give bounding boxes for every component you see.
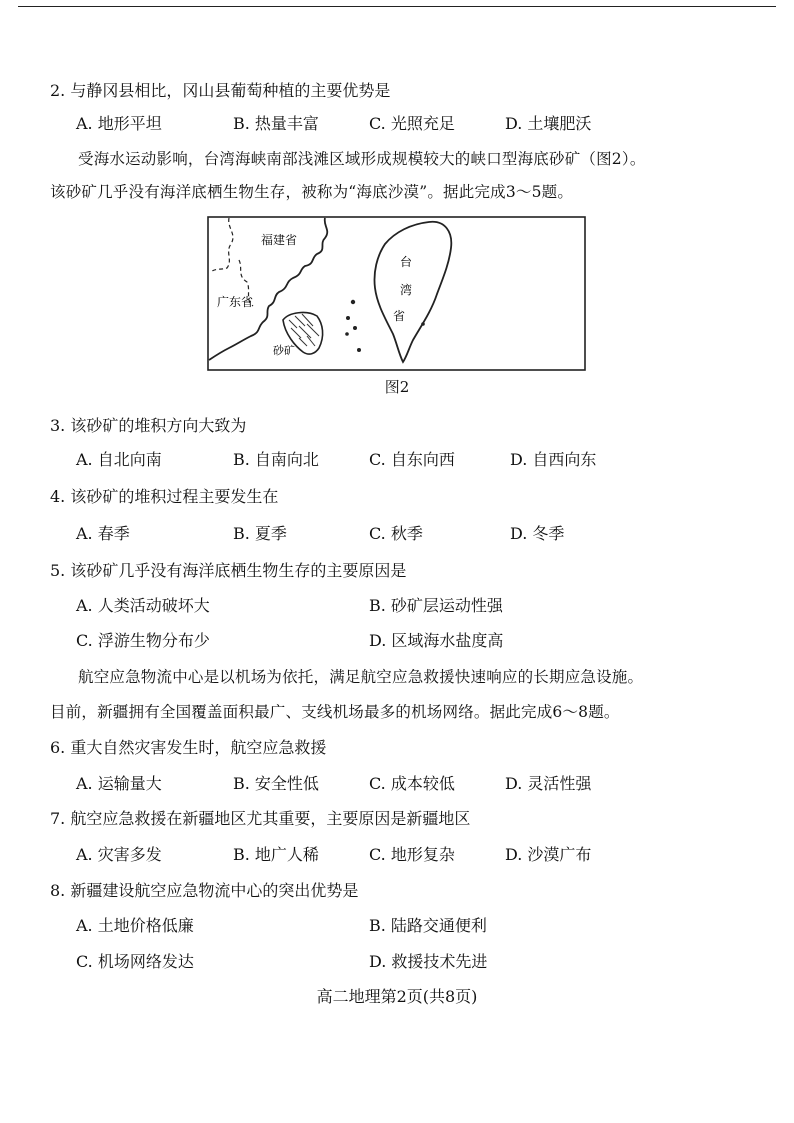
label-taiwan-3: 省 [393, 309, 406, 323]
question-5-stem: 5. 该砂矿几乎没有海洋底栖生物生存的主要原因是 [50, 561, 407, 580]
question-3-stem: 3. 该砂矿的堆积方向大致为 [50, 416, 247, 435]
question-3-option-d[interactable]: D. 自西向东 [510, 450, 597, 469]
question-5-option-d[interactable]: D. 区域海水盐度高 [369, 631, 504, 650]
label-taiwan-1: 台 [400, 255, 413, 269]
top-rule [18, 6, 776, 7]
question-7-option-b[interactable]: B. 地广人稀 [233, 845, 319, 864]
label-fujian: 福建省 [261, 233, 298, 247]
figure-2-caption: 图2 [384, 378, 410, 396]
question-6-option-a[interactable]: A. 运输量大 [76, 774, 162, 793]
question-8-stem: 8. 新疆建设航空应急物流中心的突出优势是 [50, 881, 359, 900]
passage-2-line-2: 目前，新疆拥有全国覆盖面积最广、支线机场最多的机场网络。据此完成6～8题。 [50, 703, 620, 721]
question-4-option-c[interactable]: C. 秋季 [369, 524, 423, 543]
question-3-option-c[interactable]: C. 自东向西 [369, 450, 455, 469]
question-8-option-d[interactable]: D. 救援技术先进 [369, 952, 488, 971]
question-6-stem: 6. 重大自然灾害发生时，航空应急救援 [50, 738, 327, 757]
question-4-option-a[interactable]: A. 春季 [76, 524, 130, 543]
question-7-option-c[interactable]: C. 地形复杂 [369, 845, 455, 864]
question-8-option-b[interactable]: B. 陆路交通便利 [369, 916, 487, 935]
question-3-option-b[interactable]: B. 自南向北 [233, 450, 319, 469]
label-sand-deposit: 砂矿 [273, 344, 295, 357]
question-5-option-b[interactable]: B. 砂矿层运动性强 [369, 596, 503, 615]
passage-1-line-2: 该砂矿几乎没有海洋底栖生物生存，被称为“海底沙漠”。据此完成3～5题。 [50, 183, 574, 201]
label-taiwan-2: 湾 [400, 283, 413, 297]
question-4-option-d[interactable]: D. 冬季 [510, 524, 565, 543]
question-8-option-a[interactable]: A. 土地价格低廉 [76, 916, 194, 935]
page-footer: 高二地理第2页(共8页) [316, 987, 478, 1006]
passage-2-line-1: 航空应急物流中心是以机场为依托，满足航空应急救援快速响应的长期应急设施。 [78, 668, 644, 686]
question-2-option-b[interactable]: B. 热量丰富 [233, 114, 319, 133]
question-2-option-d[interactable]: D. 土壤肥沃 [505, 114, 592, 133]
question-6-option-b[interactable]: B. 安全性低 [233, 774, 319, 793]
question-3-option-a[interactable]: A. 自北向南 [76, 450, 162, 469]
question-4-stem: 4. 该砂矿的堆积过程主要发生在 [50, 487, 279, 506]
question-2-option-c[interactable]: C. 光照充足 [369, 114, 455, 133]
figure-2-map [207, 216, 586, 371]
question-7-option-d[interactable]: D. 沙漠广布 [505, 845, 592, 864]
question-5-option-a[interactable]: A. 人类活动破坏大 [76, 596, 210, 615]
label-guangdong: 广东省 [217, 295, 254, 309]
question-2-stem: 2. 与静冈县相比，冈山县葡萄种植的主要优势是 [50, 81, 391, 100]
question-5-option-c[interactable]: C. 浮游生物分布少 [76, 631, 210, 650]
question-4-option-b[interactable]: B. 夏季 [233, 524, 287, 543]
passage-1-line-1: 受海水运动影响，台湾海峡南部浅滩区域形成规模较大的峡口型海底砂矿（图2）。 [78, 150, 646, 168]
question-6-option-c[interactable]: C. 成本较低 [369, 774, 455, 793]
question-7-option-a[interactable]: A. 灾害多发 [76, 845, 162, 864]
question-6-option-d[interactable]: D. 灵活性强 [505, 774, 592, 793]
question-2-option-a[interactable]: A. 地形平坦 [76, 114, 162, 133]
question-7-stem: 7. 航空应急救援在新疆地区尤其重要，主要原因是新疆地区 [50, 809, 471, 828]
question-8-option-c[interactable]: C. 机场网络发达 [76, 952, 194, 971]
